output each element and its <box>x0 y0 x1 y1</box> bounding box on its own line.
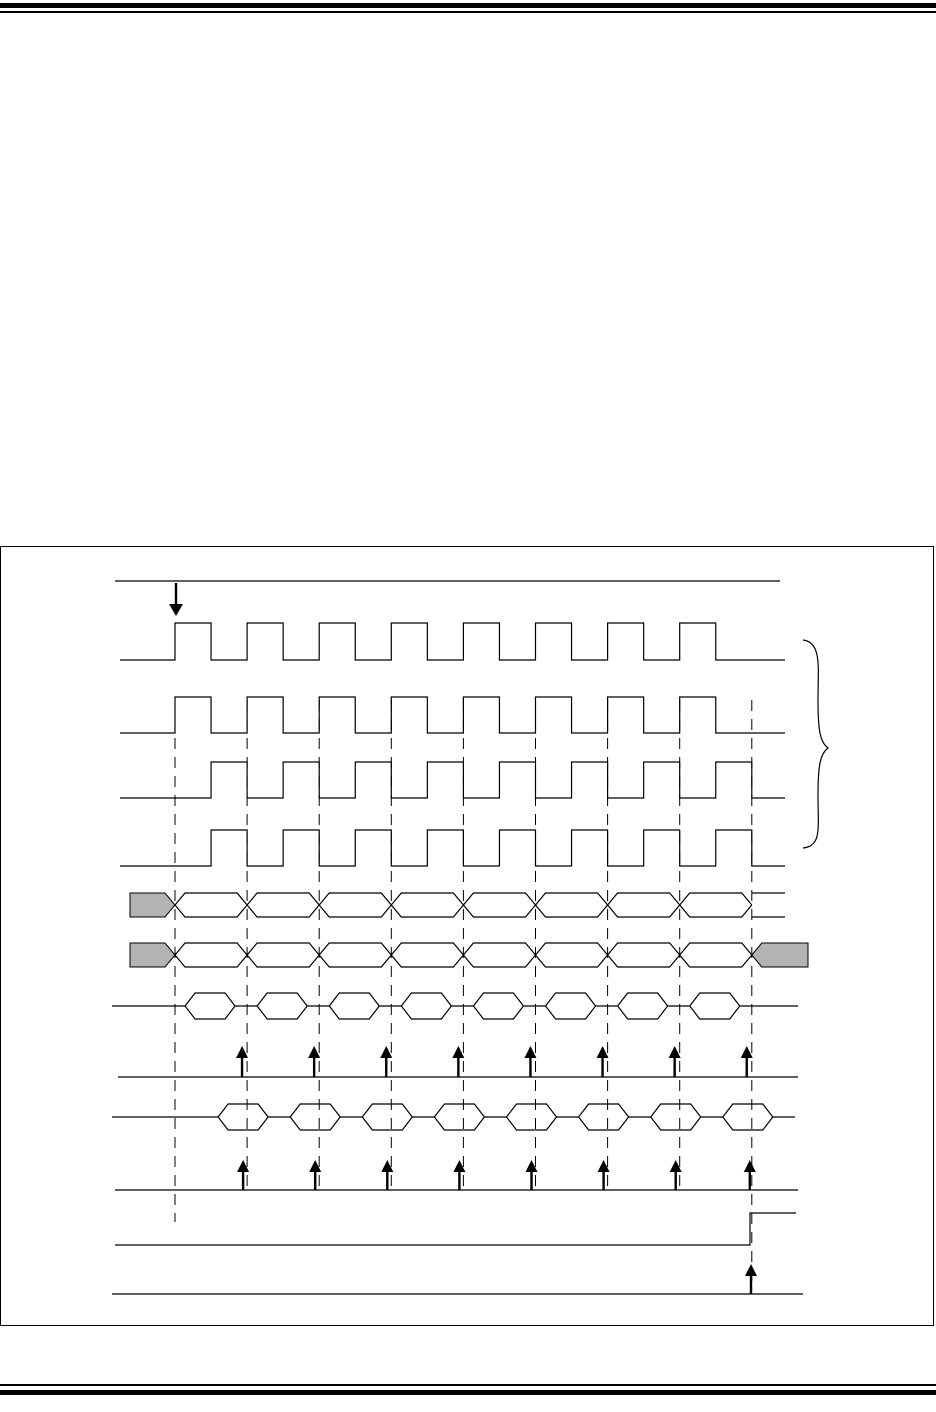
lane-bit-lower <box>247 905 319 917</box>
sample-window <box>546 993 596 1019</box>
strobe-arrow-icon <box>669 1046 681 1058</box>
lane-bit-upper <box>247 943 319 955</box>
lane-bit-upper <box>391 893 463 905</box>
sample-window <box>329 993 379 1019</box>
strobe-arrow-a <box>236 1046 248 1077</box>
lane-bit-lower <box>536 905 608 917</box>
sample-window <box>723 1104 773 1130</box>
strobe-arrows <box>115 1046 798 1294</box>
lane-bit-upper <box>608 893 680 905</box>
sample-window <box>185 993 235 1019</box>
sample-window <box>362 1104 412 1130</box>
lane-bit-upper <box>247 893 319 905</box>
strobe-arrow-icon <box>597 1046 609 1058</box>
strobe-arrow-a <box>452 1046 464 1077</box>
lane-bit-lower <box>680 955 752 967</box>
lane-bit-upper <box>391 943 463 955</box>
sample-window <box>651 1104 701 1130</box>
strobe-arrow-a <box>669 1046 681 1077</box>
strobe-arrow-a <box>308 1046 320 1077</box>
sample-window <box>218 1104 268 1130</box>
sample-window <box>618 993 668 1019</box>
strobe-arrow-icon <box>744 1160 756 1172</box>
footer-rule-thin <box>0 1384 936 1386</box>
strobe-arrow-a <box>741 1046 753 1077</box>
data-lane-traces <box>130 893 808 967</box>
lane-bit-lower <box>608 905 680 917</box>
sample-windows <box>112 993 798 1130</box>
strobe-arrow-b <box>744 1160 756 1190</box>
lane-bit-upper <box>536 943 608 955</box>
sample-window <box>401 993 451 1019</box>
sample-row-b <box>112 1104 795 1130</box>
lane-bit-lower <box>175 955 247 967</box>
clock-trace-a-complement <box>120 697 785 733</box>
sample-window <box>473 993 523 1019</box>
sample-window <box>434 1104 484 1130</box>
clock-trace-b-complement <box>120 830 785 866</box>
lane-bit-lower <box>536 955 608 967</box>
lane-bit-lower <box>391 905 463 917</box>
sample-window <box>579 1104 629 1130</box>
strobe-arrow-icon <box>308 1046 320 1058</box>
strobe-arrow-icon <box>452 1046 464 1058</box>
strobe-arrow-icon <box>745 1264 757 1276</box>
misc-lines <box>112 581 828 1294</box>
strobe-arrow-icon <box>236 1046 248 1058</box>
lane-bit-lower <box>247 955 319 967</box>
data-lane-0 <box>130 893 785 917</box>
lane-bit-upper <box>680 943 752 955</box>
lane-bit-lower <box>680 905 752 917</box>
sample-window <box>257 993 307 1019</box>
footer-rule-thick <box>0 1390 936 1395</box>
clock-traces <box>120 623 785 866</box>
lane-bit-upper <box>536 893 608 905</box>
lane-bit-upper <box>608 943 680 955</box>
lane-bit-upper <box>175 943 247 955</box>
clock-trace-a <box>120 623 785 660</box>
lane-bit-upper <box>319 943 391 955</box>
sample-window <box>290 1104 340 1130</box>
lane-idle-shading <box>130 943 175 967</box>
strobe-arrow-icon <box>741 1046 753 1058</box>
sample-row-a <box>112 993 798 1019</box>
lane-bit-lower <box>319 905 391 917</box>
completion-flag-trace <box>115 1213 796 1245</box>
lane-bit-lower <box>319 955 391 967</box>
strobe-arrow-a <box>380 1046 392 1077</box>
clock-trace-b <box>120 762 785 798</box>
lane-bit-lower <box>608 955 680 967</box>
start-arrow-icon <box>169 604 183 616</box>
lane-bit-lower <box>463 955 535 967</box>
lane-idle-shading <box>130 893 175 917</box>
sample-window <box>690 993 740 1019</box>
lane-bit-upper <box>319 893 391 905</box>
lane-bit-lower <box>463 905 535 917</box>
sample-window <box>507 1104 557 1130</box>
strobe-arrow-icon <box>380 1046 392 1058</box>
lane-bit-upper <box>463 943 535 955</box>
strobe-arrow-a <box>524 1046 536 1077</box>
lane-bit-lower <box>175 905 247 917</box>
lane-bit-lower <box>391 955 463 967</box>
lane-bit-upper <box>680 893 752 905</box>
completion-arrow <box>745 1264 757 1294</box>
lane-idle-shading-end <box>752 943 808 967</box>
lane-bit-upper <box>463 893 535 905</box>
strobe-arrow-icon <box>524 1046 536 1058</box>
lane-bit-upper <box>175 893 247 905</box>
strobe-arrow-a <box>597 1046 609 1077</box>
clock-group-brace <box>803 640 828 848</box>
data-lane-1 <box>130 943 808 967</box>
